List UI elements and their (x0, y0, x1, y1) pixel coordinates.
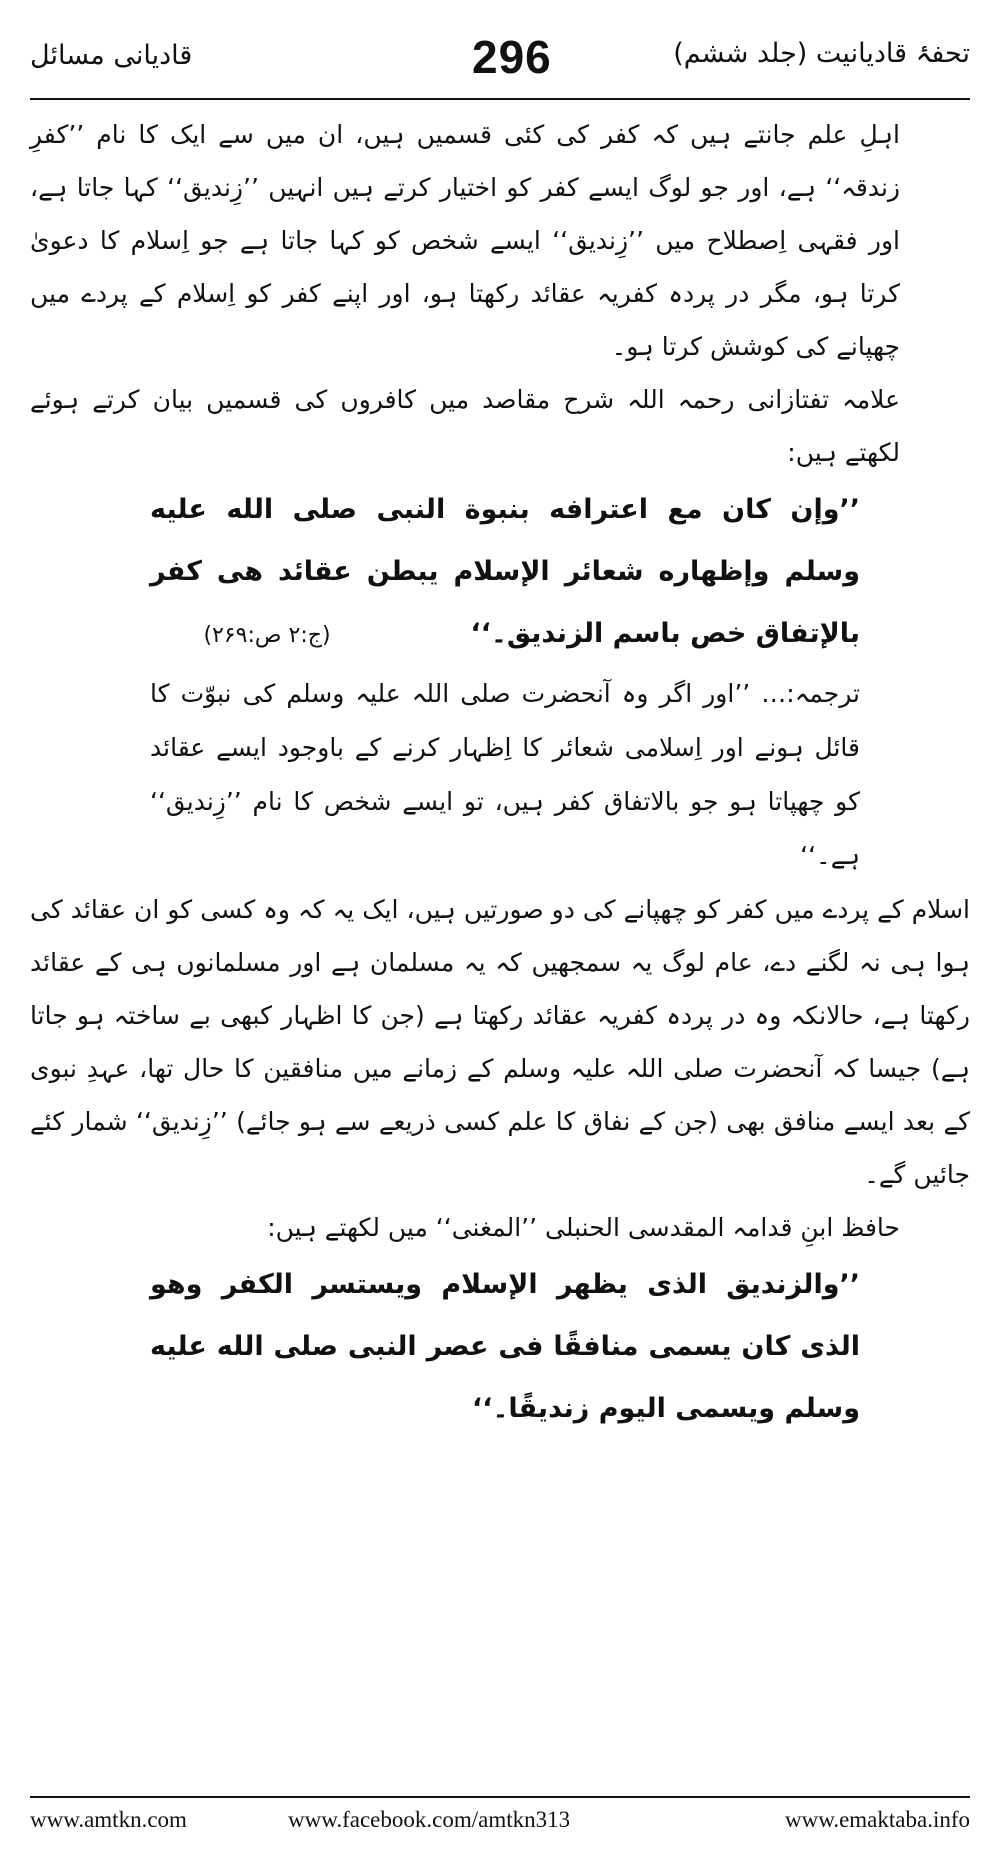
footer-divider (30, 1796, 970, 1798)
chapter-title: قادیانی مسائل (30, 40, 193, 71)
footer-link-amtkn[interactable]: www.amtkn.com (30, 1807, 187, 1832)
paragraph-ibn-qudama-intro: حافظ ابنِ قدامہ المقدسی الحنبلی ’’المغنی‘‘ میں لکھتے ہیں: (267, 1213, 900, 1242)
translation-paragraph: ترجمہ:… ’’اور اگر وہ آنحضرت صلی اللہ علیہ وسلم کی نبوّت کا قائل ہونے اور اِسلامی شعائر کا اِظہار کرنے کے باوجود ایسے عقائد کو چھپاتا ہو جو بالاتفاق کفر ہیں، تو ایسے شخص کا نام ’’زِندیق‘‘ ہے۔‘‘ (150, 679, 860, 870)
paragraph-two-forms: اسلام کے پردے میں کفر کو چھپانے کی دو صورتیں ہیں، ایک یہ کہ وہ کسی کو ان عقائد کی ہوا ہی نہ لگنے دے، عام لوگ یہ سمجھیں کہ یہ مسلمان ہے اور مسلمانوں ہی کے عقائد رکھتا ہے، حالانکہ وہ در پردہ کفریہ عقائد رکھتا ہے (جن کا اظہار کبھی بے ساختہ ہو جاتا ہے) جیسا کہ آنحضرت صلی اللہ علیہ وسلم کے زمانے میں منافقین کا حال تھا، عہدِ نبوی کے بعد ایسے منافق بھی (جن کے نفاق کا علم کسی ذریعے سے ہو جائے) ’’زِندیق‘‘ شمار کئے جائیں گے۔ (30, 895, 970, 1189)
page-body (30, 108, 970, 1440)
arabic-quote-taftazani (30, 479, 970, 667)
page-number: 296 (472, 31, 552, 83)
footer-link-emaktaba[interactable]: www.emaktaba.info (785, 1807, 970, 1832)
header-divider (30, 98, 970, 100)
page-header (30, 30, 970, 102)
page-footer (30, 1803, 970, 1843)
quote-reference: (ج:۲ ص:۲۶۹) (203, 623, 331, 648)
arabic-quote-mughni: ’’والزندیق الذی یظهر الإسلام ویستسر الکفر وهو الذی کان یسمی منافقًا فی عصر النبی صلی الله علیه وسلم ویسمی الیوم زندیقًا۔‘‘ (150, 1269, 860, 1424)
paragraph-zandaqa-definition: اہلِ علم جانتے ہیں کہ کفر کی کئی قسمیں ہیں، ان میں سے ایک کا نام ’’کفرِ زندقہ‘‘ ہے، اور جو لوگ ایسے کفر کو اختیار کرتے ہیں انہیں ’’زِندیق‘‘ کہا جاتا ہے، اور فقہی اِصطلاح میں ’’زِندیق‘‘ ایسے شخص کو کہا جاتا ہے جو اِسلام کا دعویٰ کرتا ہو، مگر در پردہ کفریہ عقائد رکھتا ہو، اور اپنے کفر کو اِسلام کے پردے میں چھپانے کی کوشش کرتا ہو۔ (30, 120, 900, 361)
paragraph-taftazani-intro: علامہ تفتازانی رحمہ اللہ شرح مقاصد میں کافروں کی قسمیں بیان کرتے ہوئے لکھتے ہیں: (30, 385, 900, 467)
book-title: تحفۂ قادیانیت (جلد ششم) (673, 38, 970, 69)
arabic-quote-text: ’’وإن کان مع اعترافه بنبوة النبی صلی الله علیه وسلم وإظهاره شعائر الإسلام یبطن عقائد هی کفر بالإتفاق خص باسم الزندیق۔‘‘ (150, 494, 860, 649)
footer-link-facebook[interactable]: www.facebook.com/amtkn313 (288, 1807, 571, 1832)
